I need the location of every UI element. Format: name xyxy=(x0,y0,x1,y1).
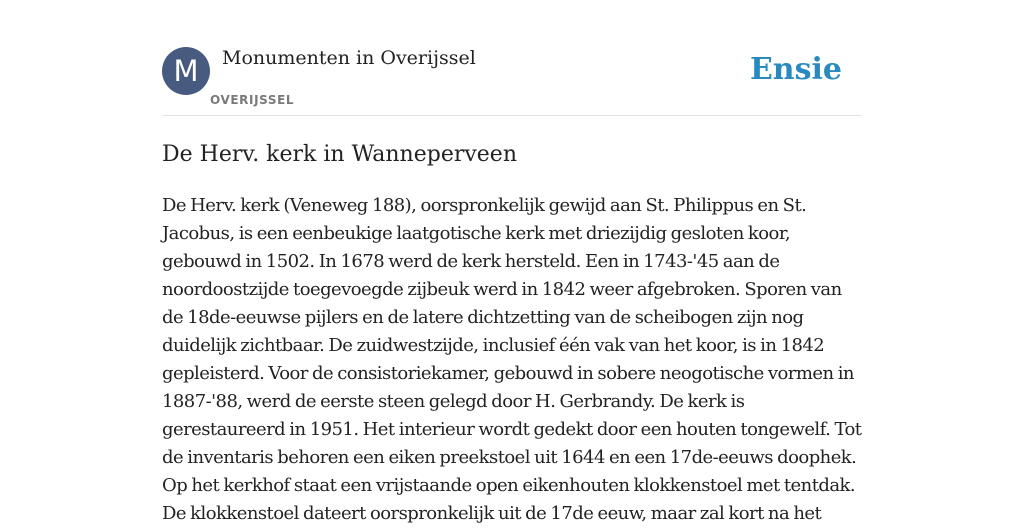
header xyxy=(162,46,862,116)
article-body: De Herv. kerk (Veneweg 188), oorspronkelijk gewijd aan St. Philippus en St. Jacobus, is een eenbeukige laatgotische kerk met driezijdig gesloten koor, gebouwd in 1502. In 1678 werd de kerk hersteld. Een in 1743-'45 aan de noordoostzijde toegevoegde zijbeuk werd in 1842 weer afgebroken. Sporen van de 18de-eeuwse pijlers en de latere dichtzetting van de scheibogen zijn nog duidelijk zichtbaar. De zuidwestzijde, inclusief één vak van het koor, is in 1842 gepleisterd. Voor de consistoriekamer, gebouwd in sobere neogotische vormen in 1887-'88, werd de eerste steen gelegd door H. Gerbrandy. De kerk is gerestaureerd in 1951. Het interieur wordt gedekt door een houten tongewelf. Tot de inventaris behoren een eiken preekstoel uit 1644 en een 17de-eeuws doophek. Op het kerkhof staat een vrijstaande open eikenhouten klokkenstoel met tentdak. De klokkenstoel dateert oorspronkelijk uit de 17de eeuw, maar zal kort na het xyxy=(162,195,862,524)
ensie-logo[interactable]: Ensie xyxy=(749,52,842,87)
source-title[interactable]: Monumenten in Overijssel xyxy=(222,47,476,69)
avatar[interactable]: M xyxy=(162,47,210,95)
category-label[interactable]: OVERIJSSEL xyxy=(210,93,295,107)
header-divider xyxy=(162,115,862,116)
article-title: De Herv. kerk in Wanneperveen xyxy=(162,142,517,167)
